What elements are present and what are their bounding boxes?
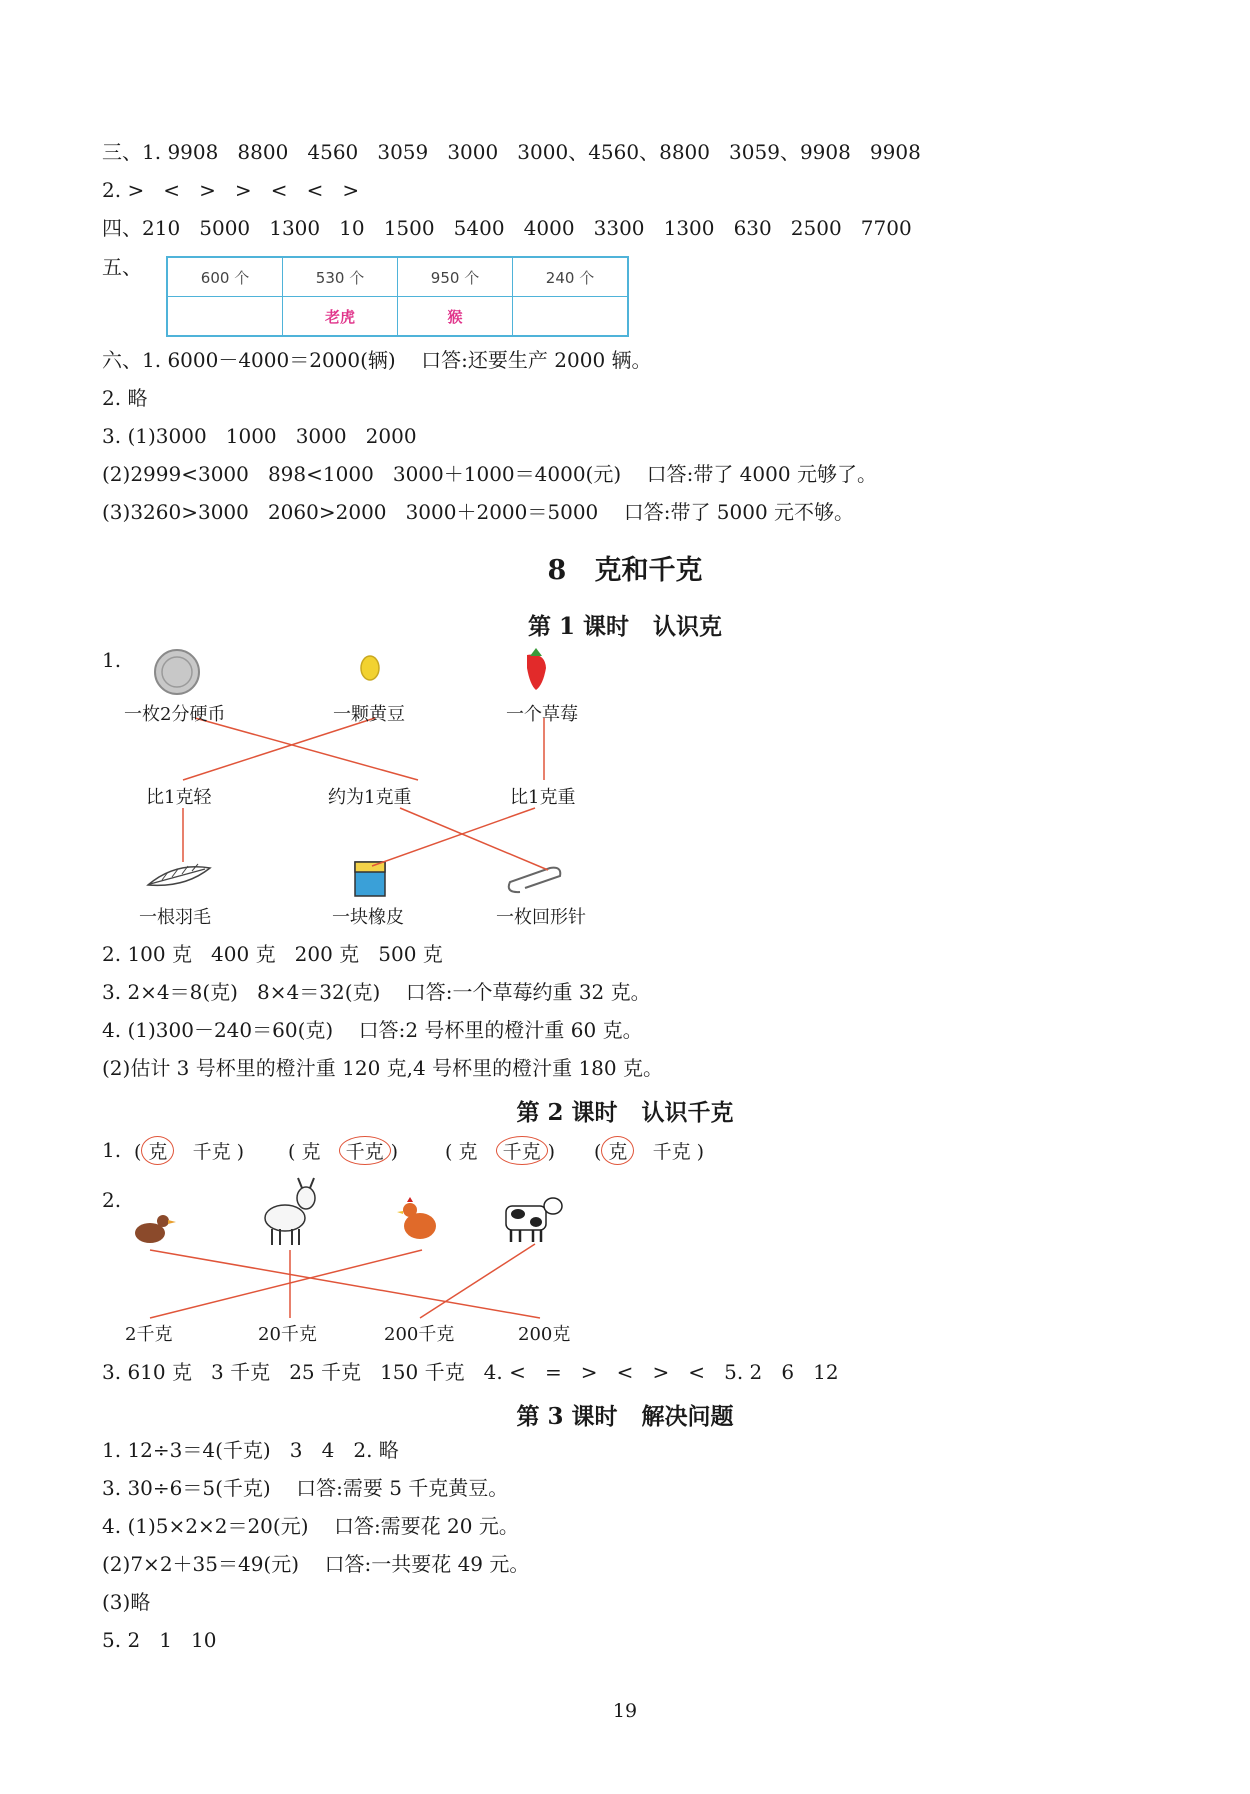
choice-group-4: ( 克 千克 ) [594,1136,704,1165]
answer-line-liu-2: 2. 略 [102,386,148,410]
lesson1-q4b: (2)估计 3 号杯里的橙汁重 120 克,4 号杯里的橙汁重 180 克。 [102,1056,663,1080]
choice-option-selected: 克 [601,1136,634,1165]
goat-icon [265,1178,315,1245]
lesson2-q3-q5: 3. 610 克 3 千克 25 千克 150 千克 4. < = > < > < 5. 2 6 12 [102,1360,839,1384]
table-cell: 240 个 [513,257,629,297]
match-mid-lighter: 比1克轻 [146,787,212,808]
table-cell: 600 个 [167,257,283,297]
choice-option-selected: 千克 [339,1136,391,1165]
choice-option-selected: 千克 [496,1136,548,1165]
match-top-coin: 一枚2分硬币 [124,704,226,725]
lesson1-q2: 2. 100 克 400 克 200 克 500 克 [102,942,443,966]
match-mid-about: 约为1克重 [328,787,412,808]
choice-option: 克 [458,1141,478,1163]
duck-icon [135,1215,176,1243]
match-top-strawberry: 一个草莓 [506,704,578,725]
match-bottom-paperclip: 一枚回形针 [496,907,586,928]
lesson-2-title: 第 2 课时 认识千克 [516,1099,734,1126]
answer-line-si: 四、210 5000 1300 10 1500 5400 4000 3300 1300 630 2500 7700 [102,216,912,240]
lesson3-q5: 5. 2 1 10 [102,1628,217,1652]
lesson3-q3: 3. 30÷6＝5(千克) 口答:需要 5 千克黄豆。 [102,1476,509,1500]
choice-group-3: ( 克 千克 ) [445,1136,555,1165]
lesson3-q4b: (2)7×2＋35＝49(元) 口答:一共要花 49 元。 [102,1552,530,1576]
weight-label-2kg: 2千克 [125,1324,173,1345]
table-cell: 950 个 [398,257,513,297]
lesson2-q2-number: 2. [102,1188,122,1212]
lesson3-q4a: 4. (1)5×2×2＝20(元) 口答:需要花 20 元。 [102,1514,519,1538]
answer-line-wu: 五、 [102,255,142,279]
choice-group-1: ( 克 千克 ) [134,1136,244,1165]
answer-line-san-1: 三、1. 9908 8800 4560 3059 3000 3000、4560、8800 3059、9908 9908 [102,140,921,164]
weight-label-20kg: 20千克 [258,1324,317,1345]
table-cell: 猴 [398,297,513,337]
match-mid-heavier: 比1克重 [510,787,576,808]
lesson3-q1: 1. 12÷3＝4(千克) 3 4 2. 略 [102,1438,399,1462]
lesson3-q4c: (3)略 [102,1590,151,1614]
lesson1-q4a: 4. (1)300－240＝60(克) 口答:2 号杯里的橙汁重 60 克。 [102,1018,643,1042]
choice-option: 克 [301,1141,321,1163]
lesson2-q1-number: 1. [102,1138,122,1162]
lesson-3-title: 第 3 课时 解决问题 [516,1403,734,1430]
weight-label-200g: 200克 [518,1324,571,1345]
table-cell: 530 个 [283,257,398,297]
answer-line-san-2: 2. > < > > < < > [102,178,360,202]
lesson1-q1-number: 1. [102,648,122,672]
match-top-soybean: 一颗黄豆 [333,704,405,725]
weight-label-200kg: 200千克 [384,1324,455,1345]
choice-group-2: ( 克 千克 ) [288,1136,398,1165]
answer-line-liu-3: 3. (1)3000 1000 3000 2000 [102,424,417,448]
page-number: 19 [612,1700,638,1722]
match-bottom-feather: 一根羽毛 [139,907,211,928]
match-bottom-eraser: 一块橡皮 [332,907,404,928]
answer-line-liu-5: (3)3260>3000 2060>2000 3000＋2000＝5000 口答:带了 5000 元不够。 [102,500,855,524]
unit-title: 8 克和千克 [547,555,703,586]
chicken-icon [397,1197,436,1239]
lesson-1-title: 第 1 课时 认识克 [527,613,723,640]
choice-option: 千克 [192,1141,231,1163]
table-cell: 老虎 [283,297,398,337]
lesson1-q3: 3. 2×4＝8(克) 8×4＝32(克) 口答:一个草莓约重 32 克。 [102,980,651,1004]
choice-option: 千克 [652,1141,691,1163]
cow-icon [506,1198,562,1242]
answer-line-liu-1: 六、1. 6000－4000＝2000(辆) 口答:还要生产 2000 辆。 [102,348,652,372]
answer-line-liu-4: (2)2999<3000 898<1000 3000＋1000＝4000(元) 口答:带了 4000 元够了。 [102,462,877,486]
matching-lines-2 [150,1244,540,1318]
choice-option-selected: 克 [141,1136,174,1165]
